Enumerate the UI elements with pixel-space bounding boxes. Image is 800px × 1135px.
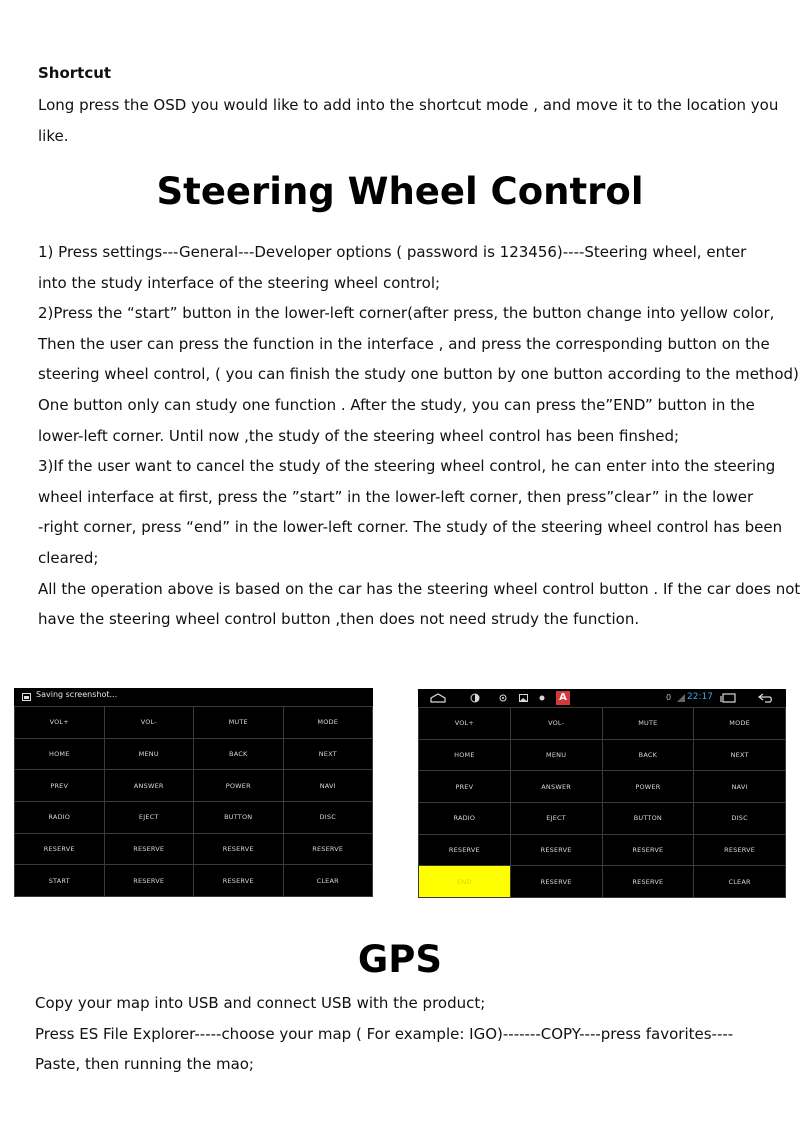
text-line: Press ES File Explorer-----choose your map ( For example: IGO)-------COPY----press favorites---- bbox=[35, 1024, 734, 1043]
grid-button[interactable]: NEXT bbox=[284, 739, 373, 770]
grid-button[interactable]: MODE bbox=[694, 708, 785, 739]
grid-button[interactable]: VOL+ bbox=[419, 708, 510, 739]
grid-button[interactable]: PREV bbox=[15, 770, 104, 801]
text-line: cleared; bbox=[38, 548, 99, 567]
text-line: Copy your map into USB and connect USB with the product; bbox=[35, 994, 486, 1012]
grid-button[interactable]: RADIO bbox=[419, 803, 510, 834]
grid-button[interactable]: VOL+ bbox=[15, 707, 104, 738]
text-line: -right corner, press “end” in the lower-left corner. The study of the steering wheel control has been bbox=[38, 518, 783, 537]
grid-button[interactable]: RESERVE bbox=[511, 866, 602, 897]
shortcut-text bbox=[38, 90, 778, 151]
text-line: have the steering wheel control button ,then does not need strudy the function. bbox=[38, 610, 640, 629]
grid-button[interactable]: RESERVE bbox=[105, 865, 194, 896]
steering-screenshot-left bbox=[14, 688, 373, 897]
clock: 22:17 bbox=[687, 692, 713, 702]
settings-icon[interactable] bbox=[499, 694, 507, 702]
notification-count: 0 bbox=[666, 693, 672, 702]
grid-button[interactable]: PREV bbox=[419, 771, 510, 802]
grid-button[interactable]: VOL- bbox=[105, 707, 194, 738]
picture-icon bbox=[22, 693, 31, 701]
clear-button[interactable]: CLEAR bbox=[694, 866, 785, 897]
start-button[interactable]: START bbox=[15, 865, 104, 896]
grid-button[interactable]: RESERVE bbox=[603, 866, 694, 897]
steering-text bbox=[38, 237, 800, 635]
home-icon[interactable] bbox=[429, 693, 447, 703]
grid-button[interactable]: RESERVE bbox=[284, 834, 373, 865]
text-line: Paste, then running the mao; bbox=[35, 1055, 254, 1074]
grid-button[interactable]: NAVI bbox=[694, 771, 785, 802]
end-button[interactable]: END bbox=[419, 866, 510, 897]
grid-button[interactable]: DISC bbox=[284, 802, 373, 833]
grid-button[interactable]: MODE bbox=[284, 707, 373, 738]
grid-button[interactable]: RESERVE bbox=[511, 835, 602, 866]
clear-button[interactable]: CLEAR bbox=[284, 865, 373, 896]
app-badge-icon[interactable]: A bbox=[556, 691, 570, 705]
steering-screenshot-right bbox=[418, 689, 786, 898]
grid-button[interactable]: RESERVE bbox=[694, 835, 785, 866]
gallery-icon[interactable] bbox=[519, 694, 528, 702]
record-icon[interactable] bbox=[539, 695, 545, 701]
text-line: 1) Press settings---General---Developer options ( password is 123456)----Steering wheel, enter bbox=[38, 243, 747, 261]
grid-button[interactable]: BACK bbox=[603, 740, 694, 771]
signal-icon bbox=[677, 694, 685, 702]
grid-button[interactable]: POWER bbox=[194, 770, 283, 801]
grid-button[interactable]: MENU bbox=[511, 740, 602, 771]
grid-button[interactable]: NEXT bbox=[694, 740, 785, 771]
grid-button[interactable]: RESERVE bbox=[194, 865, 283, 896]
grid-button[interactable]: HOME bbox=[419, 740, 510, 771]
text-line: steering wheel control, ( you can finish the study one button by one button according to the method) bbox=[38, 365, 799, 384]
text-line: One button only can study one function . After the study, you can press the”END” button in the bbox=[38, 395, 755, 414]
grid-button[interactable]: DISC bbox=[694, 803, 785, 834]
grid-button[interactable]: RESERVE bbox=[419, 835, 510, 866]
back-icon[interactable] bbox=[757, 693, 775, 703]
grid-button[interactable]: BACK bbox=[194, 739, 283, 770]
grid-button[interactable]: ANSWER bbox=[105, 770, 194, 801]
button-grid bbox=[14, 706, 373, 897]
text-line: 3)If the user want to cancel the study of the steering wheel control, he can enter into the steering bbox=[38, 457, 776, 476]
grid-button[interactable]: MENU bbox=[105, 739, 194, 770]
text-line: wheel interface at first, press the ”start” in the lower-left corner, then press”clear” in the lower bbox=[38, 487, 754, 506]
button-grid bbox=[418, 707, 786, 898]
status-bar bbox=[418, 689, 786, 707]
status-text: Saving screenshot... bbox=[36, 690, 118, 699]
grid-button[interactable]: HOME bbox=[15, 739, 104, 770]
brightness-icon[interactable] bbox=[470, 693, 480, 703]
text-line: Long press the OSD you would like to add into the shortcut mode , and move it to the location you bbox=[38, 96, 779, 114]
grid-button[interactable]: EJECT bbox=[511, 803, 602, 834]
grid-button[interactable]: EJECT bbox=[105, 802, 194, 833]
grid-button[interactable]: RADIO bbox=[15, 802, 104, 833]
grid-button[interactable]: ANSWER bbox=[511, 771, 602, 802]
grid-button[interactable]: RESERVE bbox=[603, 835, 694, 866]
text-line: into the study interface of the steering wheel control; bbox=[38, 273, 441, 292]
shortcut-heading: Shortcut bbox=[38, 64, 112, 82]
text-line: 2)Press the “start” button in the lower-left corner(after press, the button change into yellow color, bbox=[38, 304, 775, 323]
grid-button[interactable]: MUTE bbox=[194, 707, 283, 738]
grid-button[interactable]: RESERVE bbox=[15, 834, 104, 865]
grid-button[interactable]: RESERVE bbox=[105, 834, 194, 865]
text-line: All the operation above is based on the car has the steering wheel control button . If the car does not bbox=[38, 579, 800, 598]
grid-button[interactable]: BUTTON bbox=[194, 802, 283, 833]
grid-button[interactable]: MUTE bbox=[603, 708, 694, 739]
recent-apps-icon[interactable] bbox=[720, 693, 736, 703]
text-line: Then the user can press the function in the interface , and press the corresponding button on the bbox=[38, 334, 770, 353]
grid-button[interactable]: RESERVE bbox=[194, 834, 283, 865]
text-line: lower-left corner. Until now ,the study of the steering wheel control has been finshed; bbox=[38, 426, 680, 445]
status-bar bbox=[14, 688, 373, 706]
grid-button[interactable]: POWER bbox=[603, 771, 694, 802]
grid-button[interactable]: VOL- bbox=[511, 708, 602, 739]
gps-text bbox=[35, 988, 775, 1080]
text-line: like. bbox=[38, 126, 69, 145]
gps-title: GPS bbox=[357, 938, 443, 981]
grid-button[interactable]: NAVI bbox=[284, 770, 373, 801]
grid-button[interactable]: BUTTON bbox=[603, 803, 694, 834]
steering-title: Steering Wheel Control bbox=[156, 170, 644, 213]
